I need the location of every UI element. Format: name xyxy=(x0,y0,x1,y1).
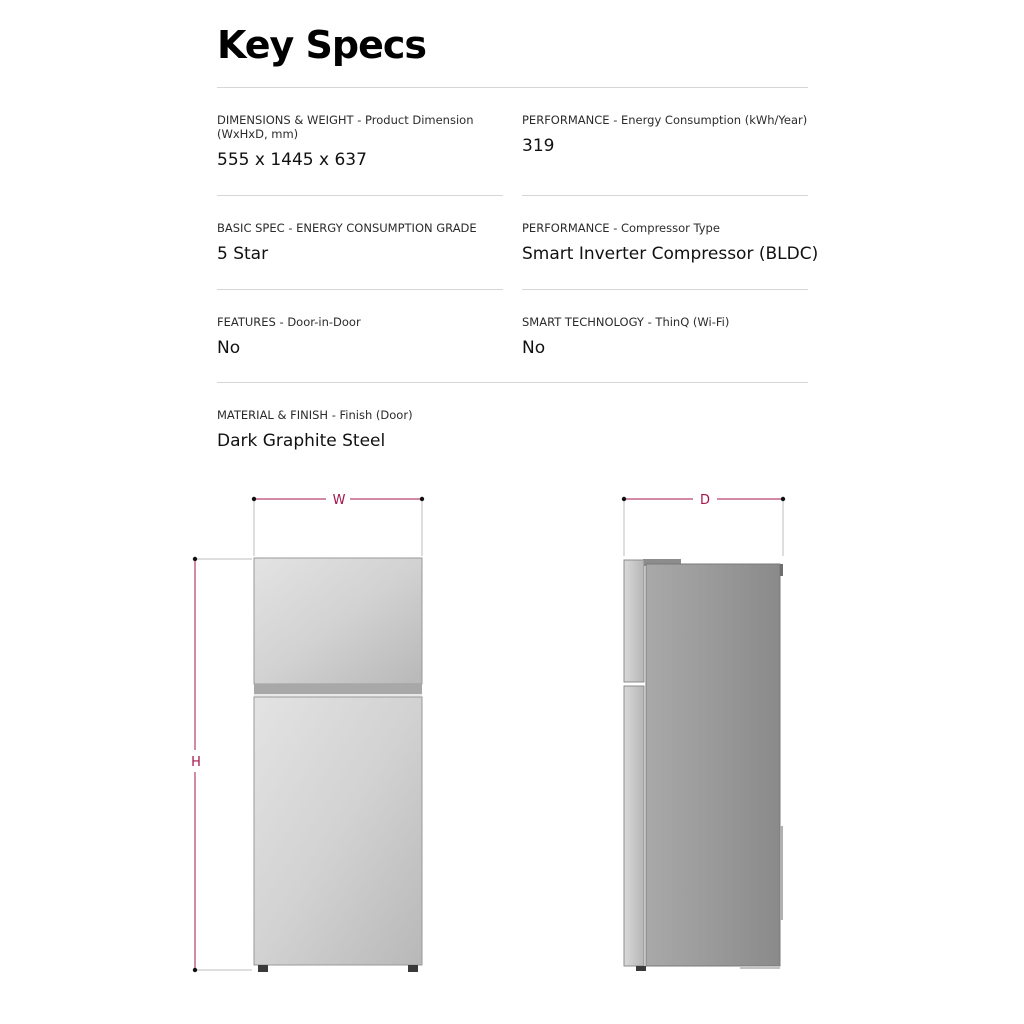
spec-label: MATERIAL & FINISH - Finish (Door) xyxy=(217,408,413,422)
spec-label: DIMENSIONS & WEIGHT - Product Dimension (WxHxD, mm) xyxy=(217,113,474,141)
spec-label: BASIC SPEC - ENERGY CONSUMPTION GRADE xyxy=(217,221,477,235)
spec-value: 555 x 1445 x 637 xyxy=(217,150,367,170)
spec-label: PERFORMANCE - Energy Consumption (kWh/Year) xyxy=(522,113,808,127)
spec-label: PERFORMANCE - Compressor Type xyxy=(522,221,720,235)
height-dimension xyxy=(191,557,252,972)
spec-value: Smart Inverter Compressor (BLDC) xyxy=(522,244,819,264)
page-title: Key Specs xyxy=(217,23,427,67)
spec-label: SMART TECHNOLOGY - ThinQ (Wi-Fi) xyxy=(522,315,730,329)
spec-value: No xyxy=(217,338,241,358)
spec-value: No xyxy=(522,338,546,358)
fridge-front-view xyxy=(254,558,422,972)
depth-label: D xyxy=(699,493,711,508)
spec-value: 5 Star xyxy=(217,244,269,264)
spec-label: FEATURES - Door-in-Door xyxy=(217,315,361,329)
depth-dimension xyxy=(622,493,785,556)
spec-value: 319 xyxy=(522,136,555,156)
width-label: W xyxy=(332,493,346,508)
width-dimension xyxy=(252,493,424,556)
height-label: H xyxy=(191,755,201,770)
fridge-side-view xyxy=(624,559,783,971)
spec-value: Dark Graphite Steel xyxy=(217,431,386,451)
